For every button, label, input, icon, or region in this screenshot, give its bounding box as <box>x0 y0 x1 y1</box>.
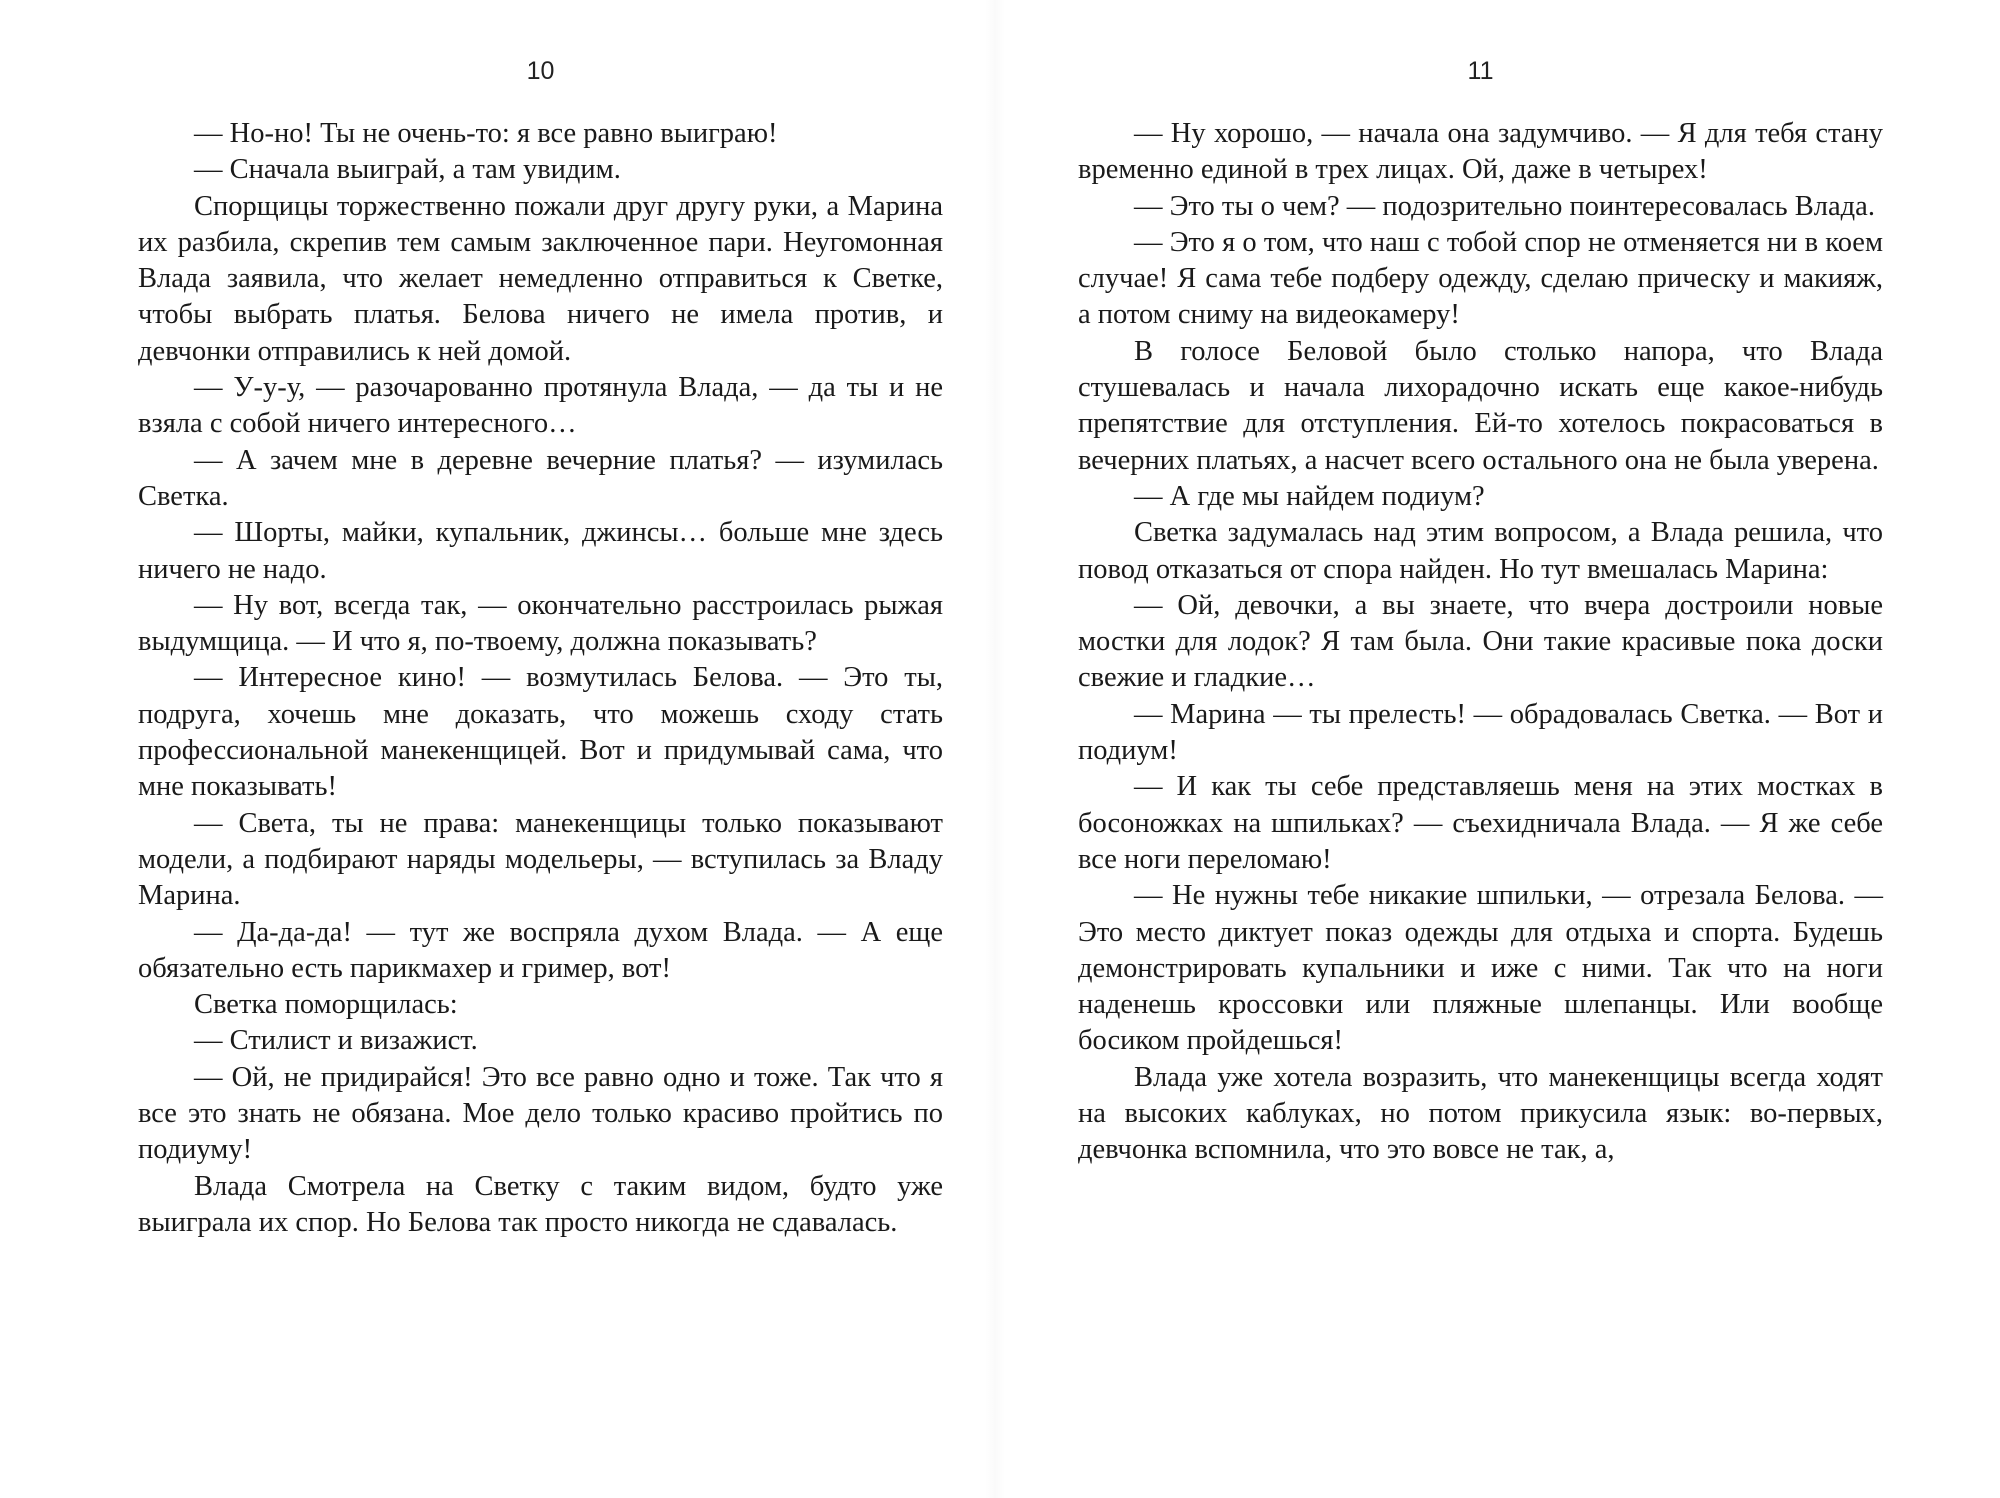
right-page <box>1078 0 1883 1498</box>
paragraph: — И как ты себе представляешь меня на этих мостках в босоножках на шпильках? — съехидничала Влада. — Я же себе все ноги переломаю! <box>1078 771 1883 875</box>
paragraph: — Марина — ты прелесть! — обрадовалась Светка. — Вот и подиум! <box>1078 698 1883 767</box>
paragraph: — Ой, не придирайся! Это все равно одно и тоже. Так что я все это знать не обязана. Мое дело только красиво пройтись по подиуму! <box>138 1061 943 1166</box>
paragraph: — Стилист и визажист. <box>194 1025 478 1057</box>
paragraph: Влада уже хотела возразить, что манекенщицы всегда ходят на высоких каблуках, но потом прикусила язык: во-первых, девчонка вспомнила, что это вовсе не так, а, <box>1078 1061 1883 1166</box>
paragraph: — Это я о том, что наш с тобой спор не отменяется ни в коем случае! Я сама тебе подберу одежду, сделаю прическу и макияж, а потом сниму на видеокамеру! <box>1078 226 1883 331</box>
paragraph: — А где мы найдем подиум? <box>1134 480 1485 512</box>
book-gutter <box>985 0 1005 1498</box>
right-page-number: 11 <box>1467 57 1494 85</box>
paragraph: — А зачем мне в деревне вечерние платья? — изумилась Светка. <box>138 444 943 512</box>
paragraph: Светка поморщилась: <box>194 989 458 1021</box>
right-page-text <box>1078 116 1883 1169</box>
paragraph: — Сначала выиграй, а там увидим. <box>194 154 621 186</box>
paragraph: — Да-да-да! — тут же воспряла духом Влада. — А еще обязательно есть парикмахер и гример, вот! <box>138 916 943 984</box>
paragraph: Влада Смотрела на Светку с таким видом, будто уже выиграла их спор. Но Белова так просто никогда не сдавалась. <box>138 1170 943 1238</box>
paragraph: — Но-но! Ты не очень-то: я все равно выиграю! <box>194 118 778 149</box>
left-page-number: 10 <box>526 57 555 85</box>
paragraph: — У-у-у, — разочарованно протянула Влада, — да ты и не взяла с собой ничего интересного… <box>138 372 943 440</box>
paragraph: — Ой, девочки, а вы знаете, что вчера достроили новые мостки для лодок? Я там была. Они такие красивые пока доски свежие и гладкие… <box>1078 589 1883 694</box>
left-page-text <box>138 116 943 1241</box>
paragraph: В голосе Беловой было столько напора, что Влада стушевалась и начала лихорадочно искать еще какое-нибудь препятствие для отступления. Ей-то хотелось покрасоваться в вечерних платьях, а насчет всего остального она не была уверена. <box>1078 335 1883 476</box>
paragraph: — Шорты, майки, купальник, джинсы… больше мне здесь ничего не надо. <box>138 517 943 585</box>
paragraph: — Интересное кино! — возмутилась Белова. — Это ты, подруга, хочешь мне доказать, что можешь сходу стать профессиональной манекенщицей. Вот и придумывай сама, что мне показывать! <box>138 662 943 803</box>
paragraph: — Ну хорошо, — начала она задумчиво. — Я для тебя стану временно единой в трех лицах. Ой, даже в четырех! <box>1078 118 1883 186</box>
paragraph: — Не нужны тебе никакие шпильки, — отрезала Белова. — Это место диктует показ одежды для отдыха и спорта. Будешь демонстрировать купальники и иже с ними. Так что на ноги наденешь кроссовки или пляжные шлепанцы. Или вообще босиком пройдешься! <box>1078 880 1883 1057</box>
paragraph: — Ну вот, всегда так, — окончательно расстроилась рыжая выдумщица. — И что я, по-твоему, должна показывать? <box>138 589 943 658</box>
left-page <box>138 0 943 1498</box>
paragraph: — Света, ты не права: манекенщицы только показывают модели, а подбирают наряды модельеры, — вступилась за Владу Марина. <box>138 807 943 912</box>
paragraph: Светка задумалась над этим вопросом, а Влада решила, что повод отказаться от спора найден. Но тут вмешалась Марина: <box>1078 517 1883 585</box>
paragraph: — Это ты о чем? — подозрительно поинтересовалась Влада. <box>1134 190 1875 222</box>
paragraph: Спорщицы торжественно пожали друг другу руки, а Марина их разбила, скрепив тем самым заключенное пари. Неугомонная Влада заявила, что желает немедленно отправиться к Светке, чтобы выбрать платья. Белова ничего не имела против, и девчонки отправились к ней домой. <box>138 190 943 367</box>
